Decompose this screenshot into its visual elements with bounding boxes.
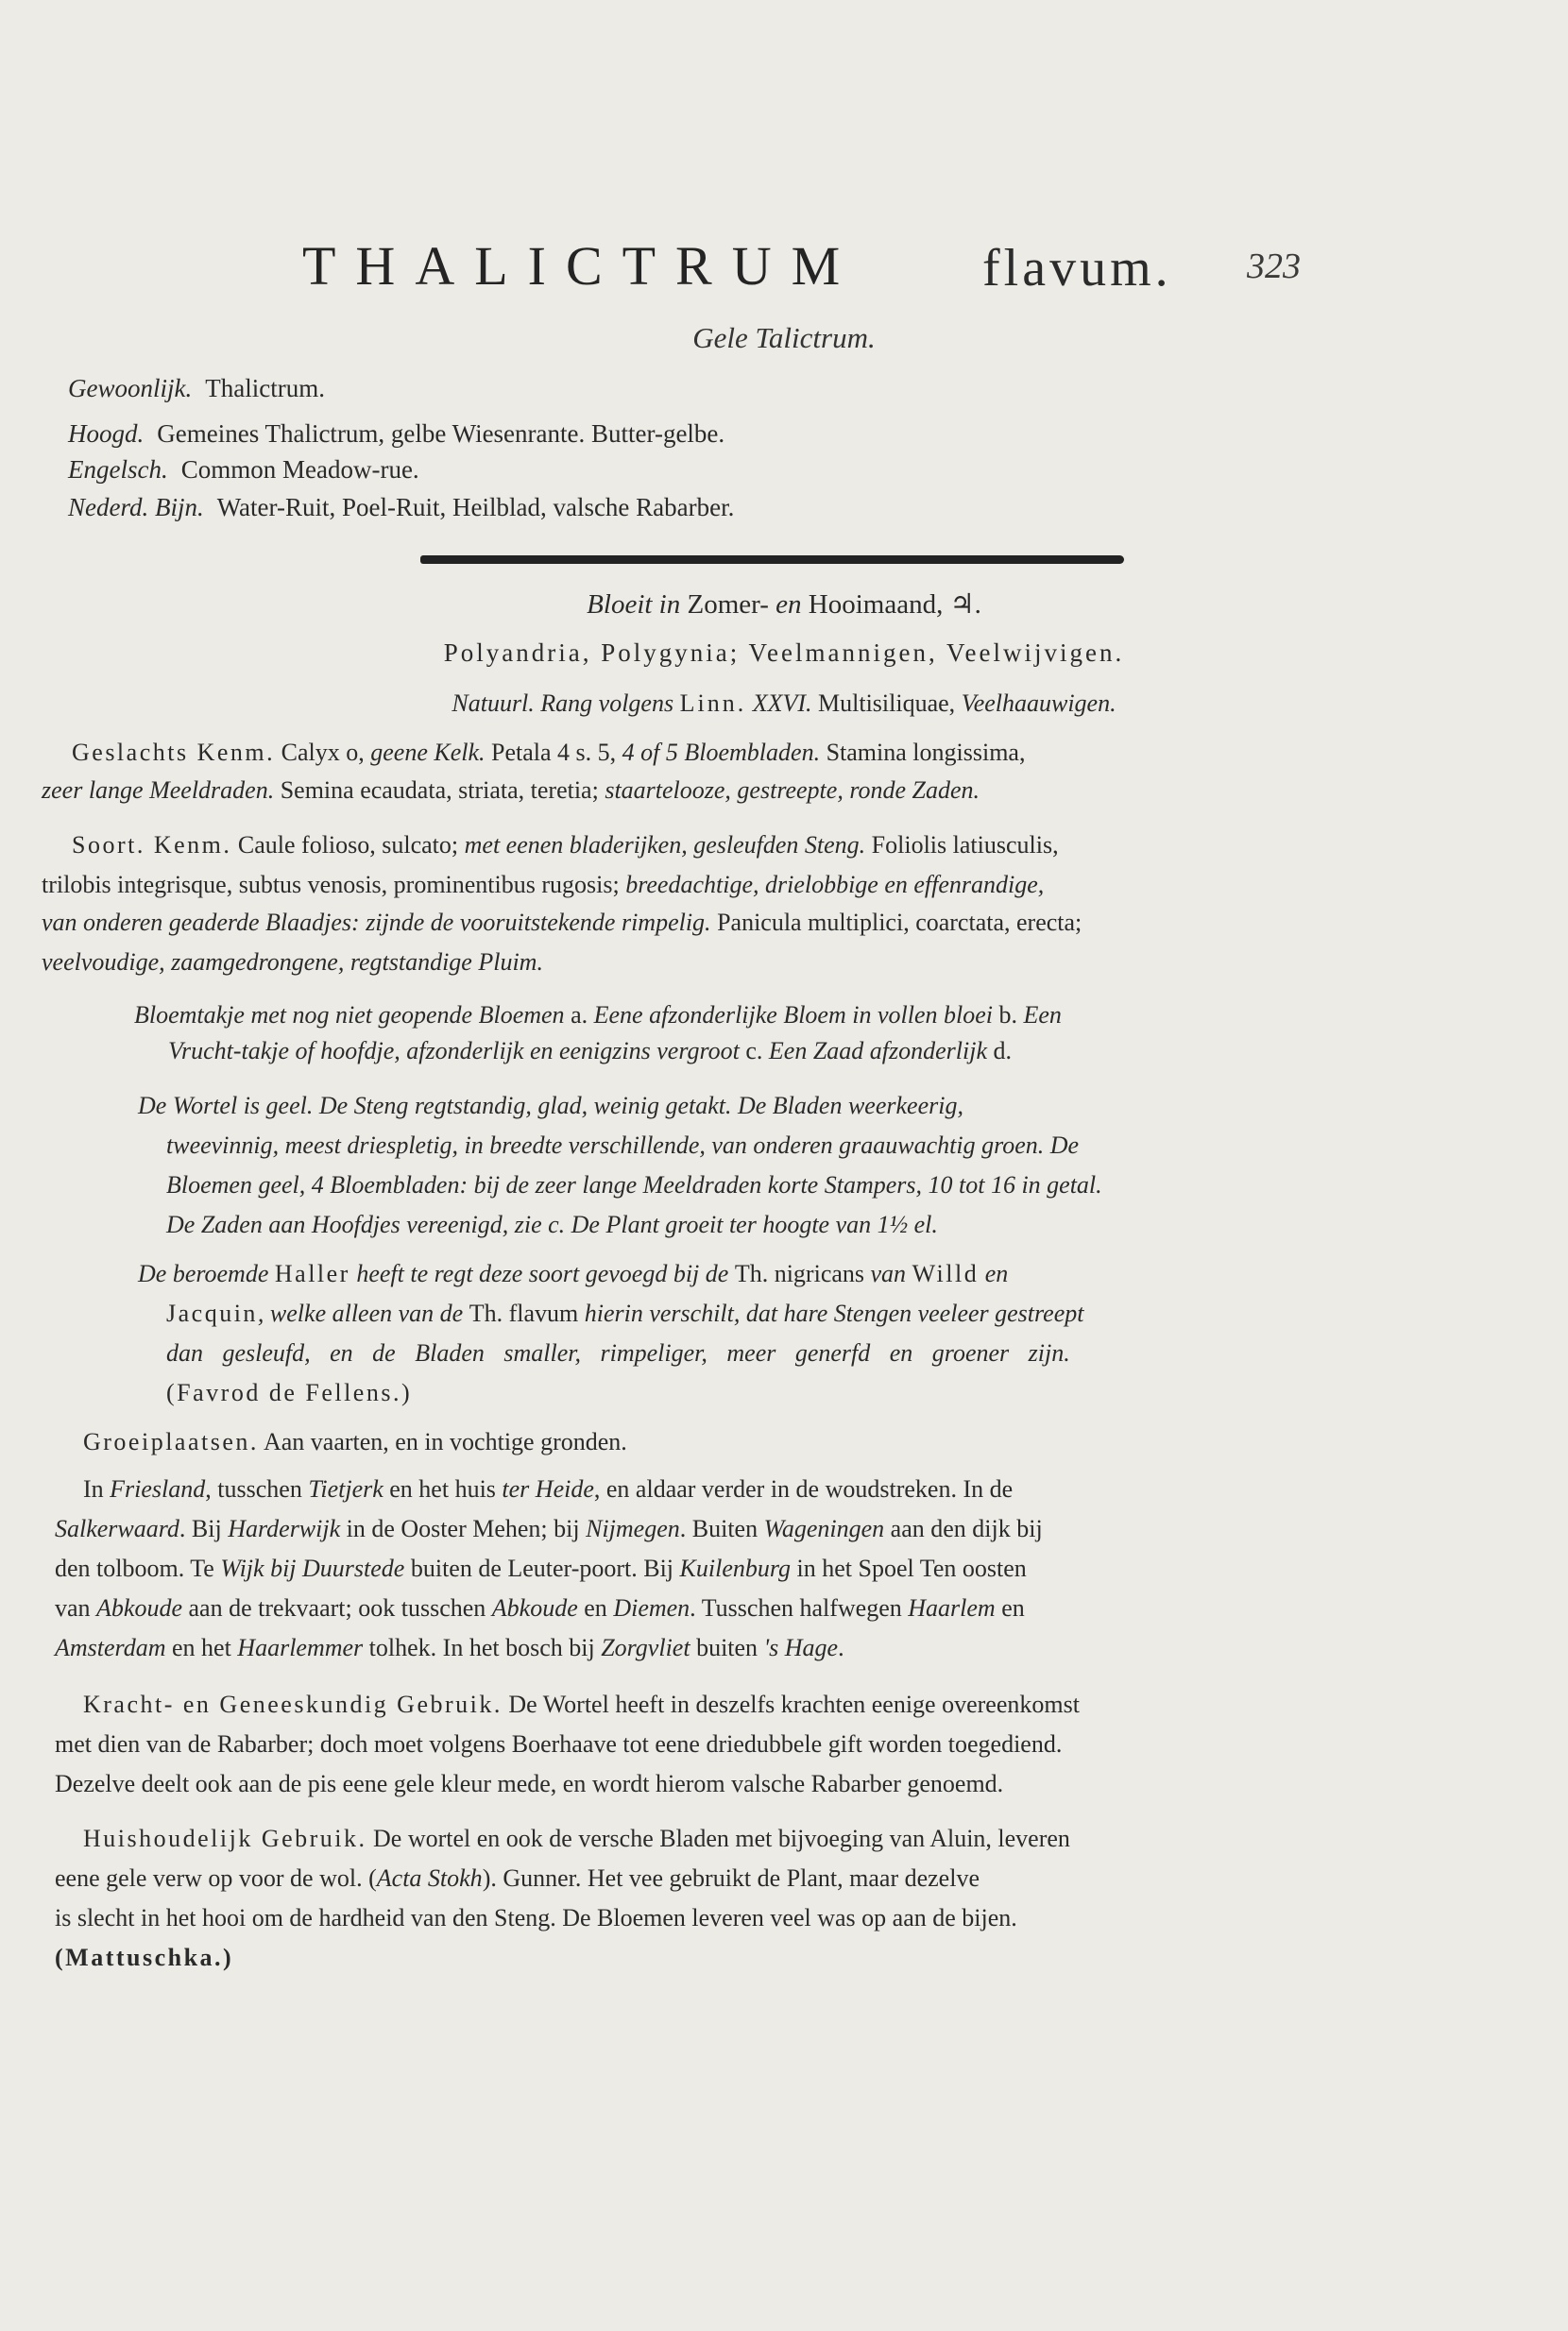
bloom-hooimaand: Hooimaand,: [808, 589, 944, 620]
name-label: Engelsch.: [68, 455, 168, 484]
natural-dutch: Veelhaauwigen.: [961, 689, 1116, 717]
medicinal-line: [55, 1730, 1062, 1759]
text-run: Een Zaad afzonderlijk: [768, 1037, 987, 1064]
text-run: Semina ecaudata, striata, teretia;: [274, 776, 605, 804]
text-run: . Bij: [179, 1515, 229, 1542]
natural-latin: Multisiliquae,: [818, 689, 956, 717]
name-line: [68, 374, 325, 403]
description-line: [166, 1171, 1102, 1200]
name-line: [68, 455, 419, 485]
text-run: veelvoudige, zaamgedrongene, regtstandige Pluim.: [42, 948, 543, 976]
text-run: Friesland: [110, 1475, 206, 1503]
text-run: Salkerwaard: [55, 1515, 179, 1542]
text-run: in het Spoel Ten oosten: [791, 1555, 1027, 1582]
figure-legend-line: [134, 1001, 1062, 1029]
text-run: Calyx o,: [281, 739, 371, 766]
text-run: Eene afzonderlijke Bloem in vollen bloei: [593, 1001, 993, 1029]
text-run: Th. flavum: [469, 1300, 579, 1327]
text-run: Jacquin: [166, 1300, 258, 1327]
name-value: Common Meadow-rue.: [180, 455, 419, 484]
text-run: Wageningen: [763, 1515, 885, 1542]
text-run: den tolboom. Te: [55, 1555, 221, 1582]
text-run: geene Kelk.: [370, 739, 486, 766]
habitat-line: [55, 1594, 1025, 1623]
text-run: met eenen bladerijken, gesleufden Steng.: [464, 831, 866, 859]
name-value: Thalictrum.: [205, 374, 325, 402]
text-run: In: [83, 1475, 111, 1503]
text-run: Kuilenburg: [679, 1555, 792, 1582]
text-run: Een: [1023, 1001, 1062, 1029]
text-run: .: [838, 1634, 844, 1661]
habitat-label: Groeiplaatsen.: [83, 1428, 259, 1455]
text-run: ter Heide: [502, 1475, 594, 1503]
genus-char-label: Geslachts Kenm.: [72, 739, 276, 766]
text-run: Tietjerk: [308, 1475, 383, 1503]
text-run: van: [55, 1594, 97, 1622]
description-line: [166, 1211, 938, 1239]
description-line: [166, 1131, 1079, 1160]
genus-char-line: [42, 776, 980, 805]
text-run: Diemen: [613, 1594, 690, 1622]
text-run: en: [995, 1594, 1025, 1622]
text-run: Abkoude: [491, 1594, 578, 1622]
text-run: 's Hage: [763, 1634, 839, 1661]
medicinal-line: [55, 1770, 1003, 1798]
text-run: is slecht in het hooi om de hardheid van den Steng. De Bloemen leveren veel was op aan de bijen.: [55, 1904, 1017, 1931]
text-run: staartelooze, gestreepte, ronde Zaden.: [605, 776, 980, 804]
text-run: breedachtige, drielobbige en effenrandige,: [625, 871, 1045, 898]
linnaean-class: Polyandria, Polygynia; Veelmannigen, Veelwijvigen.: [443, 638, 1125, 667]
household-line: [55, 1904, 1017, 1932]
name-value: Gemeines Thalictrum, gelbe Wiesenrante. Butter-gelbe.: [157, 419, 725, 448]
species-char-line: [72, 831, 1059, 859]
text-run: Petala 4 s. 5,: [485, 739, 622, 766]
name-line: [68, 493, 734, 522]
bloom-label: Bloeit in: [587, 589, 681, 620]
text-run: zeer lange Meeldraden.: [42, 776, 275, 804]
text-run: De Wortel heeft in deszelfs krachten eenige overeenkomst: [508, 1691, 1080, 1718]
text-run: Amsterdam: [55, 1634, 166, 1661]
text-run: , tusschen: [205, 1475, 309, 1503]
bloom-line: [0, 587, 1568, 621]
name-line: [68, 419, 724, 449]
text-run: Haller: [274, 1260, 350, 1287]
figure-legend-line: [168, 1037, 1012, 1065]
text-run: , en aldaar verder in de woudstreken. In de: [593, 1475, 1014, 1503]
text-run: Vrucht-takje of hoofdje, afzonderlijk en eenigzins vergroot: [168, 1037, 740, 1064]
text-run: Wijk bij Duurstede: [220, 1555, 405, 1582]
habitat-line: [55, 1555, 1027, 1583]
habitat-line: [55, 1634, 844, 1662]
name-value: Water-Ruit, Poel-Ruit, Heilblad, valsche Rabarber.: [216, 493, 735, 521]
haller-line: [166, 1379, 412, 1407]
text-run: Bloemen geel, 4 Bloembladen: bij de zeer lange Meeldraden korte Stampers, 10 tot 16 in getal.: [166, 1171, 1102, 1199]
natural-linn: Linn.: [679, 689, 747, 717]
text-run: 4 of 5 Bloembladen.: [622, 739, 821, 766]
text-run: Caule folioso, sulcato;: [237, 831, 465, 859]
medicinal-label: Kracht- en Geneeskundig Gebruik.: [83, 1691, 503, 1718]
habitat-intro: Aan vaarten, en in vochtige gronden.: [263, 1428, 627, 1455]
household-line: [55, 1944, 233, 1972]
text-run: (Mattuschka.): [55, 1944, 234, 1971]
text-run: b.: [992, 1001, 1024, 1029]
haller-line: [166, 1300, 1083, 1328]
text-run: van onderen geaderde Blaadjes: zijnde de vooruitstekende rimpelig.: [42, 909, 711, 936]
text-run: hierin verschilt, dat hare Stengen veeleer gestreept: [578, 1300, 1084, 1327]
text-run: De beroemde: [138, 1260, 275, 1287]
common-name: Gele Talictrum.: [692, 321, 876, 354]
household-label: Huishoudelijk Gebruik.: [83, 1825, 367, 1852]
natural-number: XXVI.: [752, 689, 812, 717]
text-run: heeft te regt deze soort gevoegd bij de: [349, 1260, 735, 1287]
text-run: Harderwijk: [228, 1515, 341, 1542]
text-run: Haarlemmer: [237, 1634, 364, 1661]
text-run: Acta Stokh: [376, 1864, 483, 1892]
text-run: . Buiten: [679, 1515, 764, 1542]
text-run: Bloemtakje met nog niet geopende Bloemen: [134, 1001, 565, 1029]
household-line: [55, 1864, 980, 1893]
text-run: . Tusschen halfwegen: [690, 1594, 909, 1622]
text-run: buiten: [690, 1634, 764, 1661]
natural-rank: [0, 689, 1568, 718]
text-run: De wortel en ook de versche Bladen met bijvoeging van Aluin, leveren: [373, 1825, 1070, 1852]
species-title: flavum.: [982, 239, 1172, 298]
species-char-line: [42, 871, 1044, 899]
text-run: van: [864, 1260, 912, 1287]
description-line: [138, 1092, 963, 1120]
divider-rule: [420, 555, 1124, 564]
text-run: buiten de Leuter-poort. Bij: [404, 1555, 680, 1582]
text-run: Nijmegen: [586, 1515, 680, 1542]
text-run: met dien van de Rabarber; doch moet volgens Boerhaave tot eene driedubbele gift worden toegediend.: [55, 1730, 1063, 1758]
text-run: en het huis: [383, 1475, 503, 1503]
habitat-line: [83, 1428, 627, 1456]
text-run: Stamina longissima,: [820, 739, 1026, 766]
habitat-line: [55, 1515, 1043, 1543]
text-run: Willd: [912, 1260, 980, 1287]
medicinal-line: [83, 1691, 1080, 1719]
haller-line: [166, 1339, 1070, 1368]
species-char-line: [42, 948, 543, 977]
text-run: Zorgvliet: [601, 1634, 690, 1661]
species-char-label: Soort. Kenm.: [72, 831, 232, 859]
text-run: a.: [564, 1001, 594, 1029]
haller-line: [138, 1260, 1008, 1288]
text-run: Foliolis latiusculis,: [865, 831, 1059, 859]
species-char-line: [42, 909, 1082, 937]
text-run: aan de trekvaart; ook tusschen: [182, 1594, 492, 1622]
text-run: en: [979, 1260, 1009, 1287]
text-run: en het: [165, 1634, 238, 1661]
text-run: (Favrod de Fellens.): [166, 1379, 413, 1406]
text-run: ). Gunner. Het vee gebruikt de Plant, maar dezelve: [482, 1864, 980, 1892]
text-run: d.: [987, 1037, 1012, 1064]
household-line: [83, 1825, 1070, 1853]
name-label: Nederd. Bijn.: [68, 493, 204, 521]
perennial-symbol: ♃.: [949, 589, 981, 620]
text-run: eene gele verw op voor de wol. (: [55, 1864, 377, 1892]
text-run: Th. nigricans: [734, 1260, 865, 1287]
name-label: Hoogd.: [68, 419, 145, 448]
text-run: Dezelve deelt ook aan de pis eene gele kleur mede, en wordt hierom valsche Rabarber genoemd.: [55, 1770, 1004, 1797]
handwritten-page-number: 323: [1247, 247, 1301, 286]
text-run: trilobis integrisque, subtus venosis, prominentibus rugosis;: [42, 871, 626, 898]
text-run: c.: [739, 1037, 769, 1064]
natural-label: Natuurl. Rang volgens: [452, 689, 674, 717]
habitat-line: [83, 1475, 1013, 1504]
text-run: Abkoude: [96, 1594, 183, 1622]
text-run: Panicula multiplici, coarctata, erecta;: [710, 909, 1082, 936]
text-run: in de Ooster Mehen; bij: [340, 1515, 587, 1542]
bloom-en: en: [775, 589, 802, 620]
text-run: tolhek. In het bosch bij: [363, 1634, 602, 1661]
genus-title: THALICTRUM: [302, 235, 861, 297]
bloom-zomer: Zomer-: [687, 589, 769, 620]
text-run: Haarlem: [908, 1594, 996, 1622]
genus-char-line: [72, 739, 1025, 767]
name-label: Gewoonlijk.: [68, 374, 193, 402]
text-run: , welke alleen van de: [257, 1300, 469, 1327]
text-run: De Wortel is geel. De Steng regtstandig, glad, weinig getakt. De Bladen weerkeerig,: [138, 1092, 963, 1119]
text-run: tweevinnig, meest driespletig, in breedte verschillende, van onderen graauwachtig groen. De: [166, 1131, 1080, 1159]
text-run: dan gesleufd, en de Bladen smaller, rimpeliger, meer generfd en groener zijn.: [166, 1339, 1070, 1367]
text-run: en: [577, 1594, 614, 1622]
text-run: aan den dijk bij: [884, 1515, 1043, 1542]
text-run: De Zaden aan Hoofdjes vereenigd, zie c. De Plant groeit ter hoogte van 1½ el.: [166, 1211, 938, 1238]
